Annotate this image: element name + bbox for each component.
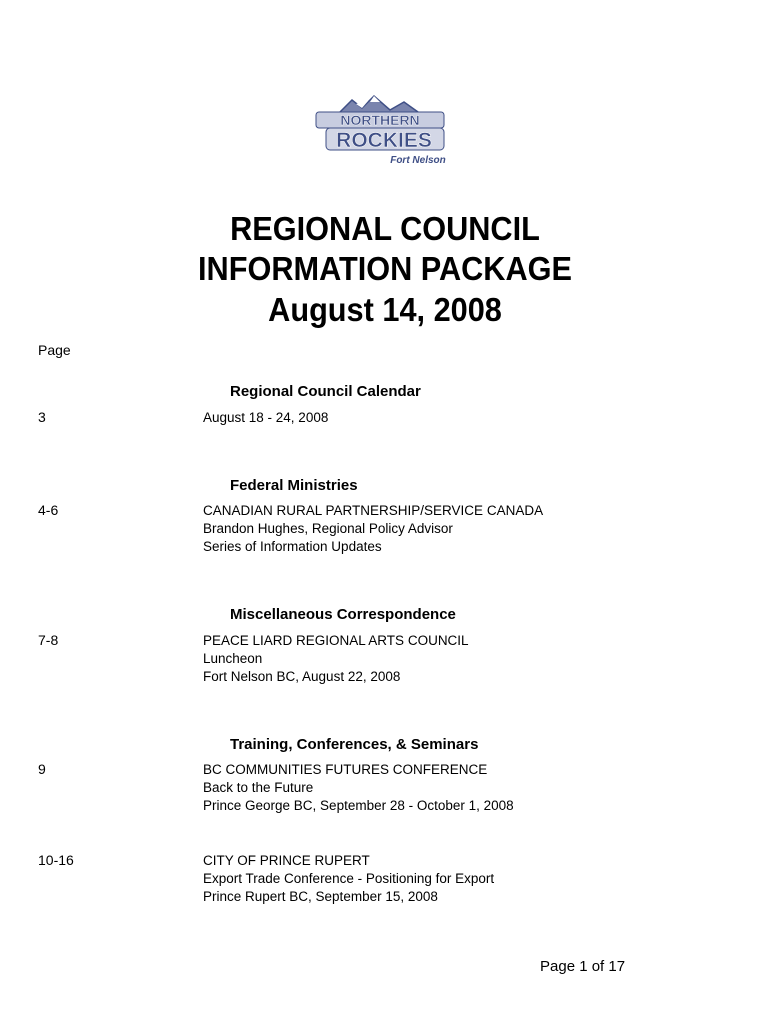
entry-line: Brandon Hughes, Regional Policy Advisor — [203, 521, 453, 536]
northern-rockies-logo — [312, 92, 452, 168]
title-line-1: REGIONAL COUNCIL — [230, 210, 540, 247]
entry-line: Export Trade Conference - Positioning for Export — [203, 871, 495, 886]
list-item — [203, 409, 328, 427]
title-line-3: August 14, 2008 — [268, 291, 502, 328]
entry-line: Luncheon — [203, 651, 263, 666]
entry-line: August 18 - 24, 2008 — [203, 410, 329, 425]
entry-line: Prince George BC, September 28 - October 1, 2008 — [203, 798, 514, 813]
list-item — [203, 761, 514, 815]
list-item — [203, 632, 469, 686]
page-number: 7-8 — [38, 632, 59, 648]
section-title-calendar: Regional Council Calendar — [230, 383, 421, 400]
logo-line3: Fort Nelson — [390, 155, 446, 166]
section-title-training: Training, Conferences, & Seminars — [230, 736, 479, 753]
page-number: 9 — [38, 761, 46, 777]
page-number: 4-6 — [38, 502, 59, 518]
list-item — [203, 852, 494, 906]
entry-line: Series of Information Updates — [203, 539, 382, 554]
section-title-misc: Miscellaneous Correspondence — [230, 606, 456, 623]
entry-line: Fort Nelson BC, August 22, 2008 — [203, 669, 401, 684]
entry-line: Back to the Future — [203, 780, 314, 795]
entry-line: CANADIAN RURAL PARTNERSHIP/SERVICE CANADA — [203, 503, 544, 518]
entry-line: CITY OF PRINCE RUPERT — [203, 853, 370, 868]
list-item — [203, 502, 543, 556]
entry-line: Prince Rupert BC, September 15, 2008 — [203, 889, 438, 904]
page-number: 10-16 — [38, 852, 74, 868]
entry-line: BC COMMUNITIES FUTURES CONFERENCE — [203, 762, 488, 777]
title-line-2: INFORMATION PACKAGE — [198, 250, 572, 287]
page-footer: Page 1 of 17 — [540, 958, 626, 975]
entry-line: PEACE LIARD REGIONAL ARTS COUNCIL — [203, 633, 469, 648]
page-number: 3 — [38, 409, 46, 425]
page-column-header: Page — [38, 342, 71, 358]
logo-line1: NORTHERN — [340, 112, 420, 128]
section-title-federal: Federal Ministries — [230, 477, 358, 494]
logo-line2: ROCKIES — [336, 129, 432, 152]
